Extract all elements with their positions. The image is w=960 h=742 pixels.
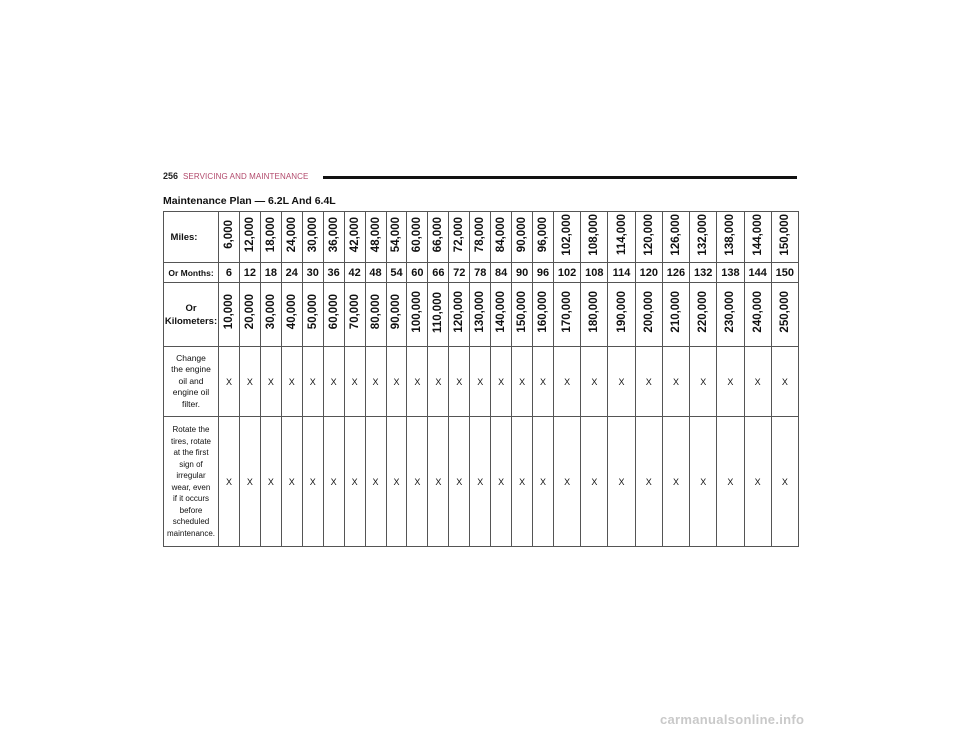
miles-cell: [260, 212, 281, 263]
miles-cell: [533, 212, 554, 263]
document-title: Maintenance Plan — 6.2L And 6.4L: [163, 195, 336, 207]
service-mark: X: [771, 347, 798, 417]
service-mark: X: [428, 417, 449, 547]
service-description-line: wear, even: [171, 482, 211, 492]
kilometers-cell: [581, 283, 608, 347]
kilometers-cell: [533, 283, 554, 347]
months-label: Or Months:: [164, 263, 219, 283]
header-rule: [323, 176, 797, 179]
miles-cell: [717, 212, 744, 263]
miles-cell-text: 102,000: [561, 213, 574, 256]
service-mark: X: [512, 417, 533, 547]
service-description-line: sign of: [179, 459, 203, 469]
months-cell: 18: [260, 263, 281, 283]
miles-cell: [239, 212, 260, 263]
kilometers-label: [164, 283, 219, 347]
service-mark: X: [219, 417, 240, 547]
service-mark: X: [491, 347, 512, 417]
service-mark: X: [449, 347, 470, 417]
page-number: 256: [163, 171, 179, 181]
kilometers-cell-text: 240,000: [751, 291, 764, 333]
miles-cell-text: 144,000: [751, 213, 764, 256]
kilometers-cell-text: 80,000: [369, 294, 382, 330]
months-cell: 78: [470, 263, 491, 283]
service-mark: X: [344, 347, 365, 417]
kilometers-cell-text: 100,000: [411, 291, 424, 333]
miles-cell: [581, 212, 608, 263]
kilometers-cell-text: 50,000: [306, 294, 319, 330]
months-cell: 66: [428, 263, 449, 283]
kilometers-cell: [302, 283, 323, 347]
service-mark: X: [407, 417, 428, 547]
months-cell: 6: [219, 263, 240, 283]
kilometers-cell-text: 150,000: [516, 291, 529, 333]
months-cell: 42: [344, 263, 365, 283]
service-mark: X: [608, 417, 635, 547]
service-description-line: engine oil: [172, 387, 210, 398]
service-description-line: before: [179, 505, 203, 515]
miles-cell-text: 96,000: [537, 216, 550, 253]
months-cell: 144: [744, 263, 771, 283]
months-cell: 54: [386, 263, 407, 283]
kilometers-label-line: Kilometers:: [164, 315, 218, 327]
miles-cell: [344, 212, 365, 263]
service-mark: X: [344, 417, 365, 547]
service-mark: X: [449, 417, 470, 547]
kilometers-cell: [554, 283, 581, 347]
miles-cell: [635, 212, 662, 263]
service-mark: X: [302, 347, 323, 417]
maintenance-plan-table: [163, 211, 799, 547]
miles-label: Miles:: [164, 212, 219, 263]
kilometers-cell: [428, 283, 449, 347]
service-mark: X: [635, 347, 662, 417]
service-row-oil-change: [164, 347, 799, 417]
kilometers-cell-text: 10,000: [222, 294, 235, 330]
months-cell: 126: [662, 263, 689, 283]
months-row: [164, 263, 799, 283]
service-description-line: at the first: [173, 448, 209, 457]
miles-cell-text: 36,000: [327, 216, 340, 253]
service-description-line: Rotate the: [172, 425, 210, 434]
service-mark: X: [512, 347, 533, 417]
miles-cell-text: 66,000: [432, 216, 445, 253]
service-mark: X: [581, 347, 608, 417]
service-mark: X: [554, 347, 581, 417]
service-mark: X: [533, 347, 554, 417]
kilometers-cell: [323, 283, 344, 347]
miles-cell-text: 120,000: [642, 213, 655, 256]
miles-cell: [219, 212, 240, 263]
miles-cell: [491, 212, 512, 263]
service-description-line: scheduled: [172, 517, 210, 526]
service-description-line: the engine: [171, 364, 211, 375]
service-mark: X: [281, 347, 302, 417]
months-cell: 72: [449, 263, 470, 283]
kilometers-cell-text: 40,000: [285, 294, 298, 330]
miles-cell-text: 6,000: [222, 220, 235, 249]
miles-row: [164, 212, 799, 263]
kilometers-cell-text: 180,000: [588, 291, 601, 333]
kilometers-cell: [219, 283, 240, 347]
service-mark: X: [690, 347, 717, 417]
miles-cell-text: 138,000: [724, 213, 737, 256]
months-cell: 90: [512, 263, 533, 283]
miles-cell: [608, 212, 635, 263]
section-title: SERVICING AND MAINTENANCE: [183, 172, 309, 181]
service-mark: X: [239, 347, 260, 417]
months-cell: 96: [533, 263, 554, 283]
service-description-line: tires, rotate: [170, 436, 211, 446]
miles-cell: [302, 212, 323, 263]
miles-cell-text: 48,000: [369, 216, 382, 253]
miles-cell: [323, 212, 344, 263]
kilometers-cell-text: 20,000: [243, 294, 256, 330]
kilometers-cell-text: 60,000: [327, 294, 340, 330]
service-mark: X: [470, 347, 491, 417]
service-mark: X: [260, 347, 281, 417]
service-description-line: if it occurs: [172, 494, 209, 503]
kilometers-cell: [239, 283, 260, 347]
months-cell: 138: [717, 263, 744, 283]
miles-cell-text: 24,000: [285, 216, 298, 253]
kilometers-cell-text: 110,000: [432, 291, 445, 333]
miles-cell-text: 42,000: [348, 216, 361, 253]
miles-cell: [470, 212, 491, 263]
service-row-tire-rotation: [164, 417, 799, 547]
service-mark: X: [470, 417, 491, 547]
service-description-line: Change: [176, 352, 206, 363]
miles-cell-text: 18,000: [264, 216, 277, 253]
service-description-line: irregular: [176, 471, 206, 480]
miles-cell-text: 150,000: [778, 213, 791, 256]
kilometers-cell-text: 200,000: [642, 291, 655, 333]
kilometers-cell: [512, 283, 533, 347]
miles-cell: [407, 212, 428, 263]
miles-cell-text: 90,000: [516, 216, 529, 253]
kilometers-cell-text: 130,000: [474, 291, 487, 333]
miles-cell-text: 114,000: [615, 214, 628, 255]
service-mark: X: [428, 347, 449, 417]
service-mark: X: [533, 417, 554, 547]
miles-cell-text: 108,000: [588, 213, 601, 256]
kilometers-cell: [491, 283, 512, 347]
months-cell: 114: [608, 263, 635, 283]
service-mark: X: [323, 347, 344, 417]
service-mark: X: [491, 417, 512, 547]
months-cell: 120: [635, 263, 662, 283]
miles-cell: [744, 212, 771, 263]
miles-cell-text: 126,000: [669, 213, 682, 256]
service-mark: X: [260, 417, 281, 547]
months-cell: 150: [771, 263, 798, 283]
service-mark: X: [302, 417, 323, 547]
miles-cell-text: 78,000: [474, 216, 487, 253]
miles-cell-text: 132,000: [697, 213, 710, 256]
miles-cell-text: 54,000: [390, 216, 403, 253]
service-mark: X: [219, 347, 240, 417]
miles-cell: [662, 212, 689, 263]
kilometers-cell: [662, 283, 689, 347]
kilometers-cell: [470, 283, 491, 347]
miles-cell-text: 84,000: [495, 216, 508, 253]
kilometers-row: [164, 283, 799, 347]
service-mark: X: [407, 347, 428, 417]
kilometers-cell: [344, 283, 365, 347]
miles-cell: [771, 212, 798, 263]
months-cell: 30: [302, 263, 323, 283]
kilometers-cell-text: 70,000: [348, 294, 361, 330]
miles-cell: [365, 212, 386, 263]
service-mark: X: [771, 417, 798, 547]
months-cell: 36: [323, 263, 344, 283]
kilometers-cell: [260, 283, 281, 347]
service-mark: X: [365, 347, 386, 417]
kilometers-cell: [717, 283, 744, 347]
kilometers-label-line: Or: [185, 302, 197, 314]
miles-cell: [690, 212, 717, 263]
service-description: [164, 347, 219, 417]
miles-cell: [281, 212, 302, 263]
months-cell: 108: [581, 263, 608, 283]
service-description-line: filter.: [182, 398, 200, 409]
months-cell: 24: [281, 263, 302, 283]
miles-cell-text: 30,000: [306, 216, 319, 253]
kilometers-cell: [744, 283, 771, 347]
service-mark: X: [717, 417, 744, 547]
service-mark: X: [239, 417, 260, 547]
service-mark: X: [554, 417, 581, 547]
kilometers-cell-text: 220,000: [697, 291, 710, 333]
service-mark: X: [744, 417, 771, 547]
kilometers-cell-text: 120,000: [453, 291, 466, 333]
kilometers-cell-text: 160,000: [537, 291, 550, 333]
miles-cell: [386, 212, 407, 263]
service-mark: X: [635, 417, 662, 547]
kilometers-cell: [449, 283, 470, 347]
service-mark: X: [386, 417, 407, 547]
months-cell: 60: [407, 263, 428, 283]
months-cell: 48: [365, 263, 386, 283]
kilometers-cell: [608, 283, 635, 347]
kilometers-cell-text: 140,000: [495, 291, 508, 333]
page-header: [163, 171, 797, 185]
months-cell: 102: [554, 263, 581, 283]
service-mark: X: [581, 417, 608, 547]
kilometers-cell: [365, 283, 386, 347]
kilometers-cell: [281, 283, 302, 347]
miles-cell-text: 12,000: [243, 216, 256, 253]
service-mark: X: [717, 347, 744, 417]
miles-cell-text: 72,000: [453, 216, 466, 253]
service-mark: X: [323, 417, 344, 547]
kilometers-cell: [386, 283, 407, 347]
kilometers-cell: [407, 283, 428, 347]
kilometers-cell-text: 30,000: [264, 294, 277, 330]
miles-cell-text: 60,000: [411, 216, 424, 253]
miles-cell: [449, 212, 470, 263]
months-cell: 132: [690, 263, 717, 283]
service-mark: X: [608, 347, 635, 417]
service-description-line: oil and: [178, 375, 204, 386]
service-mark: X: [744, 347, 771, 417]
service-mark: X: [281, 417, 302, 547]
months-cell: 84: [491, 263, 512, 283]
service-mark: X: [662, 417, 689, 547]
miles-cell: [554, 212, 581, 263]
kilometers-cell-text: 170,000: [561, 291, 574, 333]
service-description: [164, 417, 219, 547]
watermark: carmanualsonline.info: [660, 712, 805, 727]
service-mark: X: [690, 417, 717, 547]
miles-cell: [512, 212, 533, 263]
kilometers-cell-text: 90,000: [390, 294, 403, 330]
kilometers-cell-text: 210,000: [669, 291, 682, 333]
service-mark: X: [365, 417, 386, 547]
kilometers-cell: [635, 283, 662, 347]
kilometers-cell-text: 250,000: [778, 291, 791, 333]
miles-cell: [428, 212, 449, 263]
service-mark: X: [386, 347, 407, 417]
service-description-line: maintenance.: [166, 528, 216, 538]
service-mark: X: [662, 347, 689, 417]
kilometers-cell-text: 190,000: [615, 291, 628, 333]
kilometers-cell-text: 230,000: [724, 291, 737, 333]
kilometers-cell: [690, 283, 717, 347]
months-cell: 12: [239, 263, 260, 283]
kilometers-cell: [771, 283, 798, 347]
